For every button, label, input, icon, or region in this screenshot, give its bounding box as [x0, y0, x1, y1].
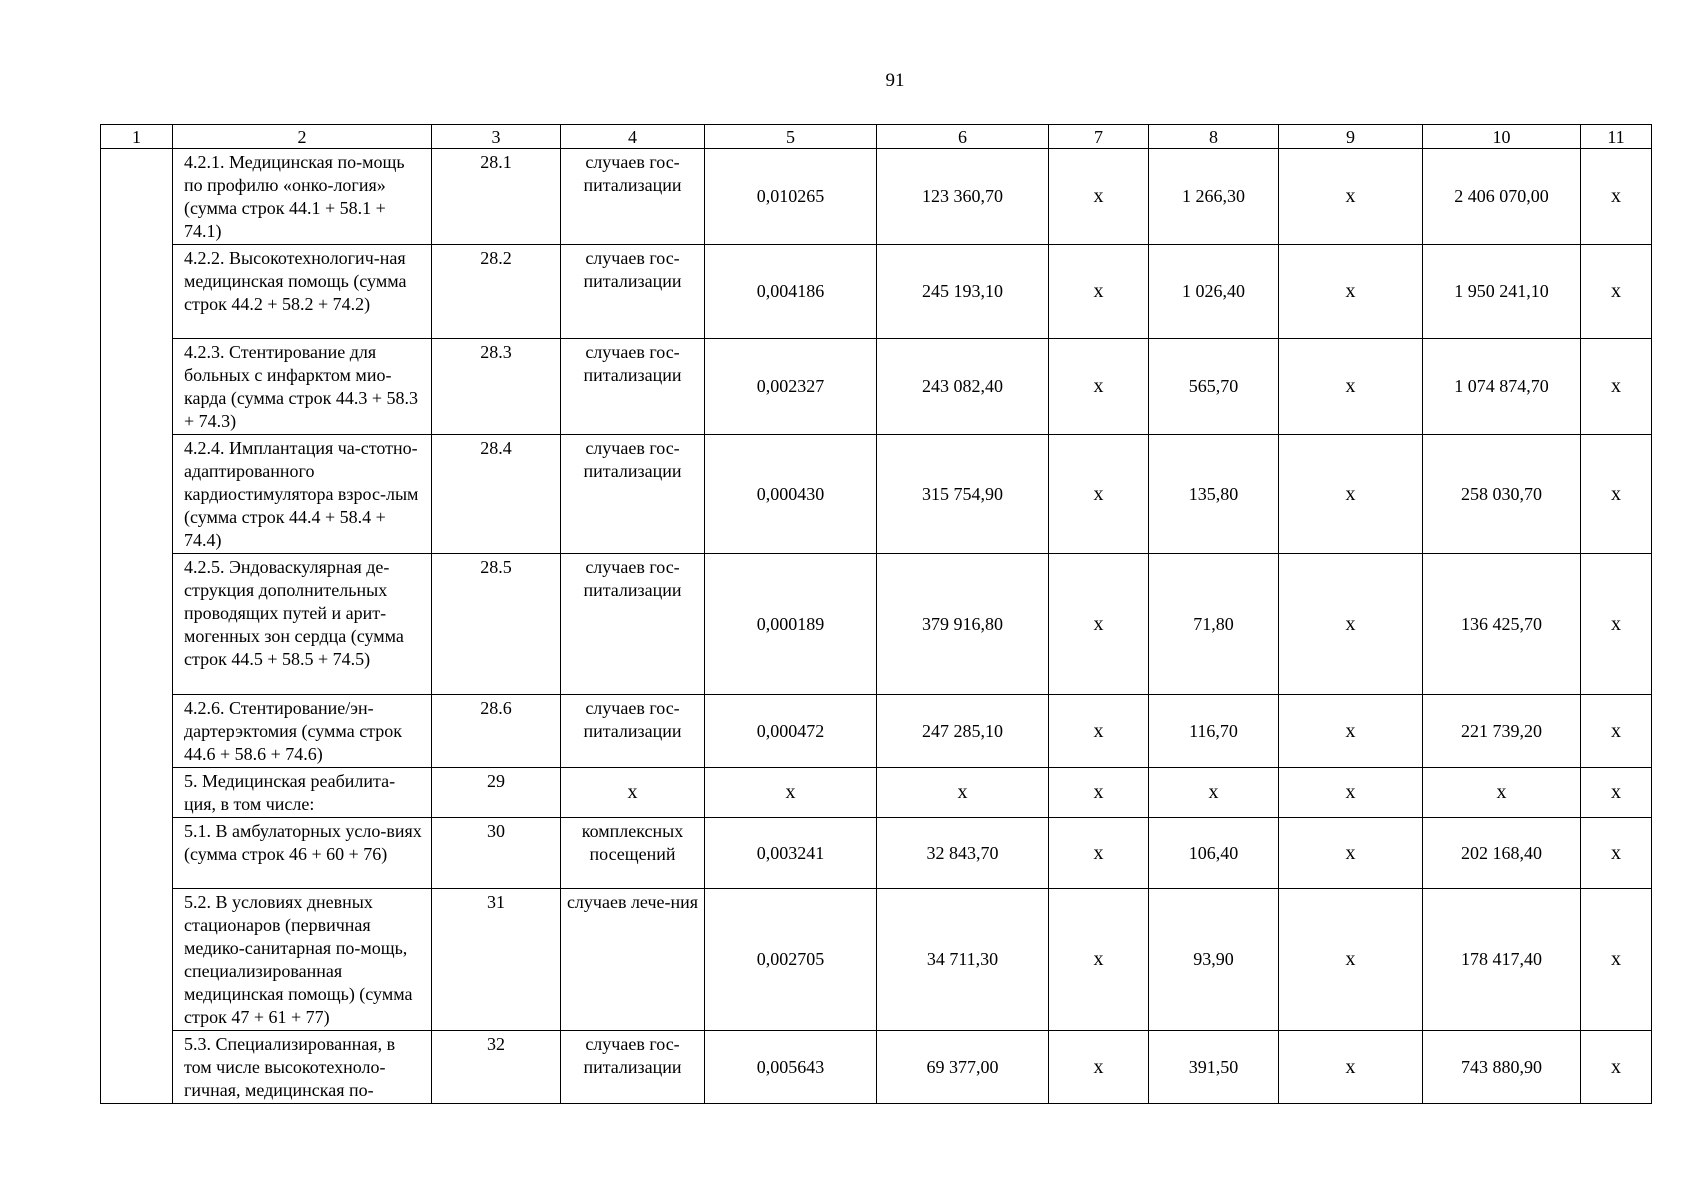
cell-c11: х: [1581, 818, 1652, 889]
row-name: 4.2.6. Стентирование/эн-дартерэктомия (сумма строк 44.6 + 58.6 + 74.6): [173, 695, 432, 768]
row-unit: случаев гос-питализации: [561, 695, 705, 768]
cell-c8: 1 266,30: [1149, 149, 1279, 245]
cell-c11: х: [1581, 435, 1652, 554]
column-number: 2: [173, 125, 432, 149]
column-number: 8: [1149, 125, 1279, 149]
cell-c11: х: [1581, 149, 1652, 245]
cell-c10: 136 425,70: [1423, 554, 1581, 695]
row-name: 5.1. В амбулаторных усло-виях (сумма строк 46 + 60 + 76): [173, 818, 432, 889]
cell-c6: 34 711,30: [877, 889, 1049, 1031]
row-unit: случаев гос-питализации: [561, 149, 705, 245]
cell-c10: 202 168,40: [1423, 818, 1581, 889]
cell-c7: х: [1049, 695, 1149, 768]
cell-c10: 178 417,40: [1423, 889, 1581, 1031]
row-line-number: 29: [432, 768, 561, 818]
cell-c10: 1 074 874,70: [1423, 339, 1581, 435]
row-line-number: 28.3: [432, 339, 561, 435]
row-name: 4.2.2. Высокотехнологич-ная медицинская помощь (сумма строк 44.2 + 58.2 + 74.2): [173, 245, 432, 339]
empty-cell: [101, 149, 173, 1104]
page-number: 91: [885, 70, 905, 91]
cell-c6: 315 754,90: [877, 435, 1049, 554]
cell-c5: х: [705, 768, 877, 818]
table-row: [101, 1031, 1652, 1104]
cell-c7: х: [1049, 818, 1149, 889]
cell-c7: х: [1049, 339, 1149, 435]
column-number: 10: [1423, 125, 1581, 149]
cell-c7: х: [1049, 149, 1149, 245]
cell-c7: х: [1049, 245, 1149, 339]
cell-c8: 71,80: [1149, 554, 1279, 695]
row-name: 4.2.4. Имплантация ча-стотно-адаптированного кардиостимулятора взрос-лым (сумма строк 44.4 + 58.4 + 74.4): [173, 435, 432, 554]
cell-c7: х: [1049, 1031, 1149, 1104]
row-name: 5. Медицинская реабилита-ция, в том числе:: [173, 768, 432, 818]
cell-c9: х: [1279, 768, 1423, 818]
cell-c6: 379 916,80: [877, 554, 1049, 695]
cell-c8: 1 026,40: [1149, 245, 1279, 339]
table-row: [101, 245, 1652, 339]
cell-c5: 0,000189: [705, 554, 877, 695]
column-number: 3: [432, 125, 561, 149]
cell-c11: х: [1581, 339, 1652, 435]
cell-c5: 0,003241: [705, 818, 877, 889]
row-unit: х: [561, 768, 705, 818]
cell-c6: 69 377,00: [877, 1031, 1049, 1104]
column-number: 1: [101, 125, 173, 149]
cell-c9: х: [1279, 435, 1423, 554]
column-number-header-row: [101, 125, 1652, 149]
cell-c10: 1 950 241,10: [1423, 245, 1581, 339]
row-unit: комплексных посещений: [561, 818, 705, 889]
row-unit: случаев гос-питализации: [561, 435, 705, 554]
row-line-number: 28.2: [432, 245, 561, 339]
column-number: 5: [705, 125, 877, 149]
cell-c9: х: [1279, 889, 1423, 1031]
row-name: 4.2.1. Медицинская по-мощь по профилю «онко-логия» (сумма строк 44.1 + 58.1 + 74.1): [173, 149, 432, 245]
cell-c9: х: [1279, 554, 1423, 695]
row-line-number: 28.5: [432, 554, 561, 695]
cell-c7: х: [1049, 768, 1149, 818]
cell-c11: х: [1581, 695, 1652, 768]
table-row: [101, 339, 1652, 435]
row-line-number: 30: [432, 818, 561, 889]
cell-c5: 0,002705: [705, 889, 877, 1031]
cell-c8: 565,70: [1149, 339, 1279, 435]
row-line-number: 31: [432, 889, 561, 1031]
cell-c11: х: [1581, 1031, 1652, 1104]
column-number: 11: [1581, 125, 1652, 149]
cell-c10: 743 880,90: [1423, 1031, 1581, 1104]
column-number: 4: [561, 125, 705, 149]
cell-c10: 2 406 070,00: [1423, 149, 1581, 245]
row-line-number: 32: [432, 1031, 561, 1104]
cell-c8: 391,50: [1149, 1031, 1279, 1104]
row-name: 4.2.5. Эндоваскулярная де-струкция дополнительных проводящих путей и арит-могенных зон сердца (сумма строк 44.5 + 58.5 + 74.5): [173, 554, 432, 695]
cell-c8: 106,40: [1149, 818, 1279, 889]
row-name: 5.2. В условиях дневных стационаров (первичная медико-санитарная по-мощь, специализированная медицинская помощь) (сумма строк 47 + 61 + 77): [173, 889, 432, 1031]
row-unit: случаев гос-питализации: [561, 339, 705, 435]
cell-c7: х: [1049, 554, 1149, 695]
cell-c8: 116,70: [1149, 695, 1279, 768]
cell-c7: х: [1049, 435, 1149, 554]
cell-c11: х: [1581, 554, 1652, 695]
table-row: [101, 435, 1652, 554]
cell-c10: 221 739,20: [1423, 695, 1581, 768]
table-row: [101, 768, 1652, 818]
row-line-number: 28.6: [432, 695, 561, 768]
cell-c6: х: [877, 768, 1049, 818]
cell-c5: 0,004186: [705, 245, 877, 339]
cell-c9: х: [1279, 339, 1423, 435]
column-number: 9: [1279, 125, 1423, 149]
cell-c9: х: [1279, 149, 1423, 245]
cell-c5: 0,005643: [705, 1031, 877, 1104]
cell-c9: х: [1279, 245, 1423, 339]
cell-c8: 135,80: [1149, 435, 1279, 554]
table-row: [101, 554, 1652, 695]
cell-c11: х: [1581, 245, 1652, 339]
table-row: [101, 818, 1652, 889]
cell-c6: 243 082,40: [877, 339, 1049, 435]
row-unit: случаев гос-питализации: [561, 554, 705, 695]
row-name: 4.2.3. Стентирование для больных с инфарктом мио-карда (сумма строк 44.3 + 58.3 + 74.3): [173, 339, 432, 435]
cell-c10: х: [1423, 768, 1581, 818]
table-row: [101, 889, 1652, 1031]
row-line-number: 28.4: [432, 435, 561, 554]
cell-c6: 32 843,70: [877, 818, 1049, 889]
table-row: [101, 695, 1652, 768]
cell-c5: 0,002327: [705, 339, 877, 435]
cell-c9: х: [1279, 818, 1423, 889]
row-name: 5.3. Специализированная, в том числе высокотехноло-гичная, медицинская по-: [173, 1031, 432, 1104]
cell-c11: х: [1581, 889, 1652, 1031]
cell-c8: х: [1149, 768, 1279, 818]
row-unit: случаев гос-питализации: [561, 1031, 705, 1104]
cell-c9: х: [1279, 695, 1423, 768]
cell-c8: 93,90: [1149, 889, 1279, 1031]
row-unit: случаев гос-питализации: [561, 245, 705, 339]
cell-c5: 0,010265: [705, 149, 877, 245]
cell-c5: 0,000430: [705, 435, 877, 554]
cell-c6: 247 285,10: [877, 695, 1049, 768]
table-row: [101, 149, 1652, 245]
cell-c9: х: [1279, 1031, 1423, 1104]
cell-c7: х: [1049, 889, 1149, 1031]
column-number: 6: [877, 125, 1049, 149]
cell-c6: 123 360,70: [877, 149, 1049, 245]
cell-c10: 258 030,70: [1423, 435, 1581, 554]
cell-c11: х: [1581, 768, 1652, 818]
data-table: [100, 124, 1652, 1104]
row-unit: случаев лече-ния: [561, 889, 705, 1031]
cell-c5: 0,000472: [705, 695, 877, 768]
row-line-number: 28.1: [432, 149, 561, 245]
cell-c6: 245 193,10: [877, 245, 1049, 339]
column-number: 7: [1049, 125, 1149, 149]
